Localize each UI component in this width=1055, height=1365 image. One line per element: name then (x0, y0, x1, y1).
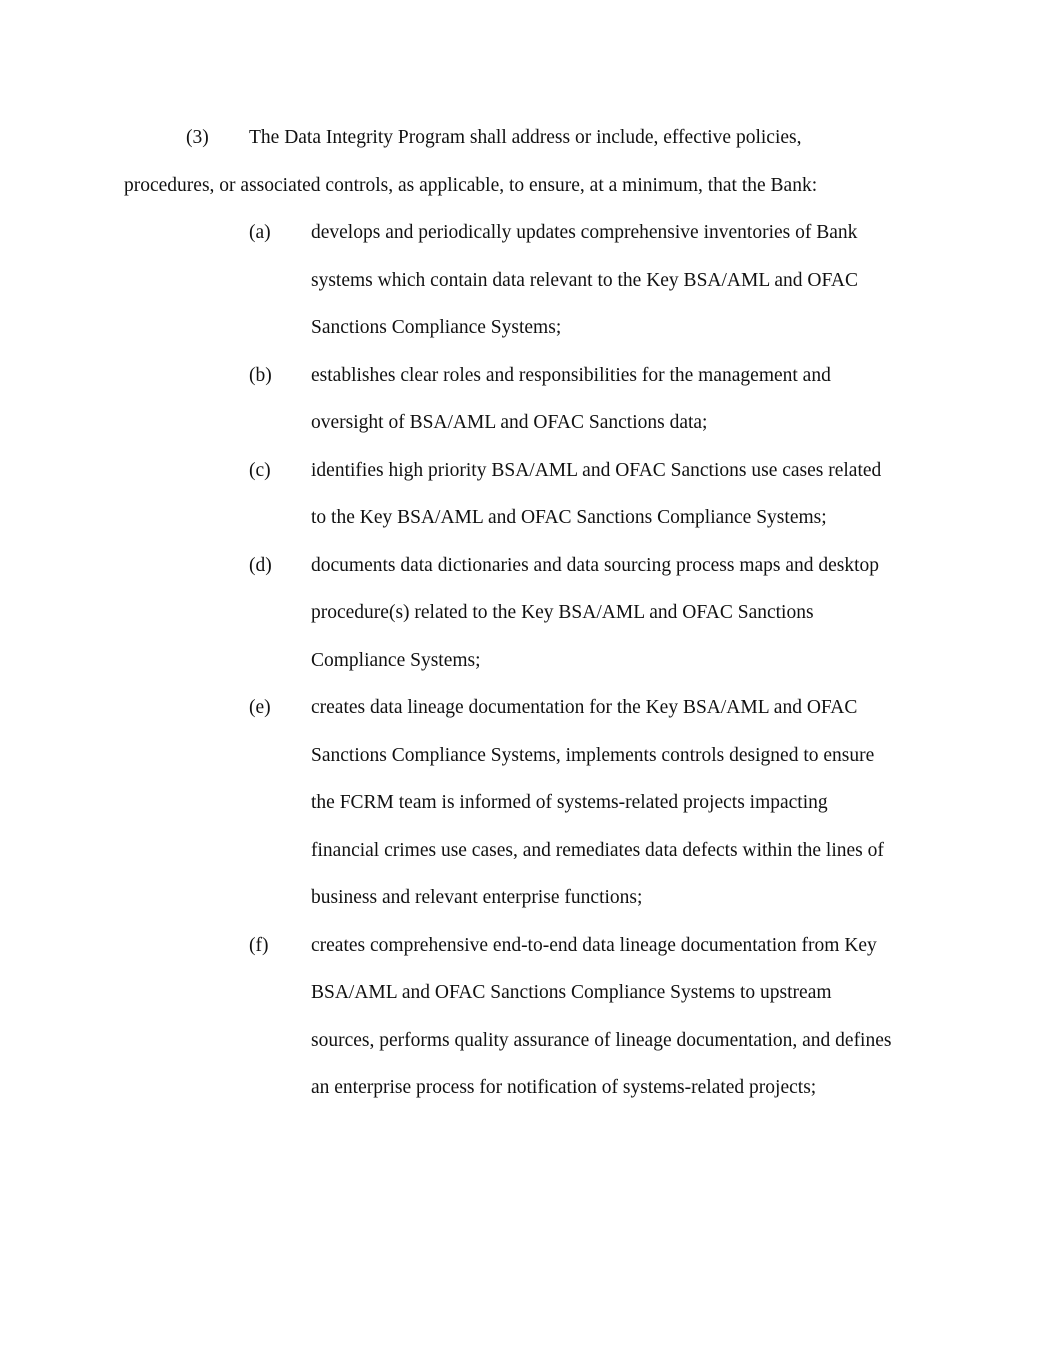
list-item-label: (e) (249, 697, 271, 718)
list-item-line: to the Key BSA/AML and OFAC Sanctions Compliance Systems; (311, 507, 827, 528)
list-item-line: Sanctions Compliance Systems, implements controls designed to ensure (311, 745, 875, 766)
list-item-line: creates data lineage documentation for the Key BSA/AML and OFAC (311, 697, 858, 718)
list-item-line: systems which contain data relevant to the Key BSA/AML and OFAC (311, 270, 858, 291)
list-item-line: procedure(s) related to the Key BSA/AML and OFAC Sanctions (311, 602, 814, 623)
list-item-label: (a) (249, 222, 271, 243)
list-item-line: develops and periodically updates comprehensive inventories of Bank (311, 222, 858, 243)
paragraph-line: The Data Integrity Program shall address or include, effective policies, (249, 127, 802, 148)
list-item-label: (b) (249, 365, 272, 386)
list-item-line: the FCRM team is informed of systems-related projects impacting (311, 792, 828, 813)
list-item-line: financial crimes use cases, and remediates data defects within the lines of (311, 840, 884, 861)
list-item-line: identifies high priority BSA/AML and OFAC Sanctions use cases related (311, 460, 882, 481)
list-item-label: (f) (249, 935, 269, 956)
list-item-line: documents data dictionaries and data sourcing process maps and desktop (311, 555, 880, 576)
list-item-line: sources, performs quality assurance of lineage documentation, and defines (311, 1030, 892, 1051)
paragraph-number: (3) (186, 127, 209, 148)
list-item-line: business and relevant enterprise functions; (311, 887, 643, 908)
list-item-line: an enterprise process for notification of systems-related projects; (311, 1077, 817, 1098)
list-item-line: creates comprehensive end-to-end data lineage documentation from Key (311, 935, 877, 956)
list-item-line: oversight of BSA/AML and OFAC Sanctions data; (311, 412, 708, 433)
list-item-line: Sanctions Compliance Systems; (311, 317, 562, 338)
list-item-line: BSA/AML and OFAC Sanctions Compliance Systems to upstream (311, 982, 832, 1003)
list-item-label: (d) (249, 555, 272, 576)
list-item-label: (c) (249, 460, 271, 481)
list-item-line: Compliance Systems; (311, 650, 481, 671)
list-item-line: establishes clear roles and responsibilities for the management and (311, 365, 831, 386)
paragraph-line: procedures, or associated controls, as applicable, to ensure, at a minimum, that the Bank: (124, 175, 818, 196)
